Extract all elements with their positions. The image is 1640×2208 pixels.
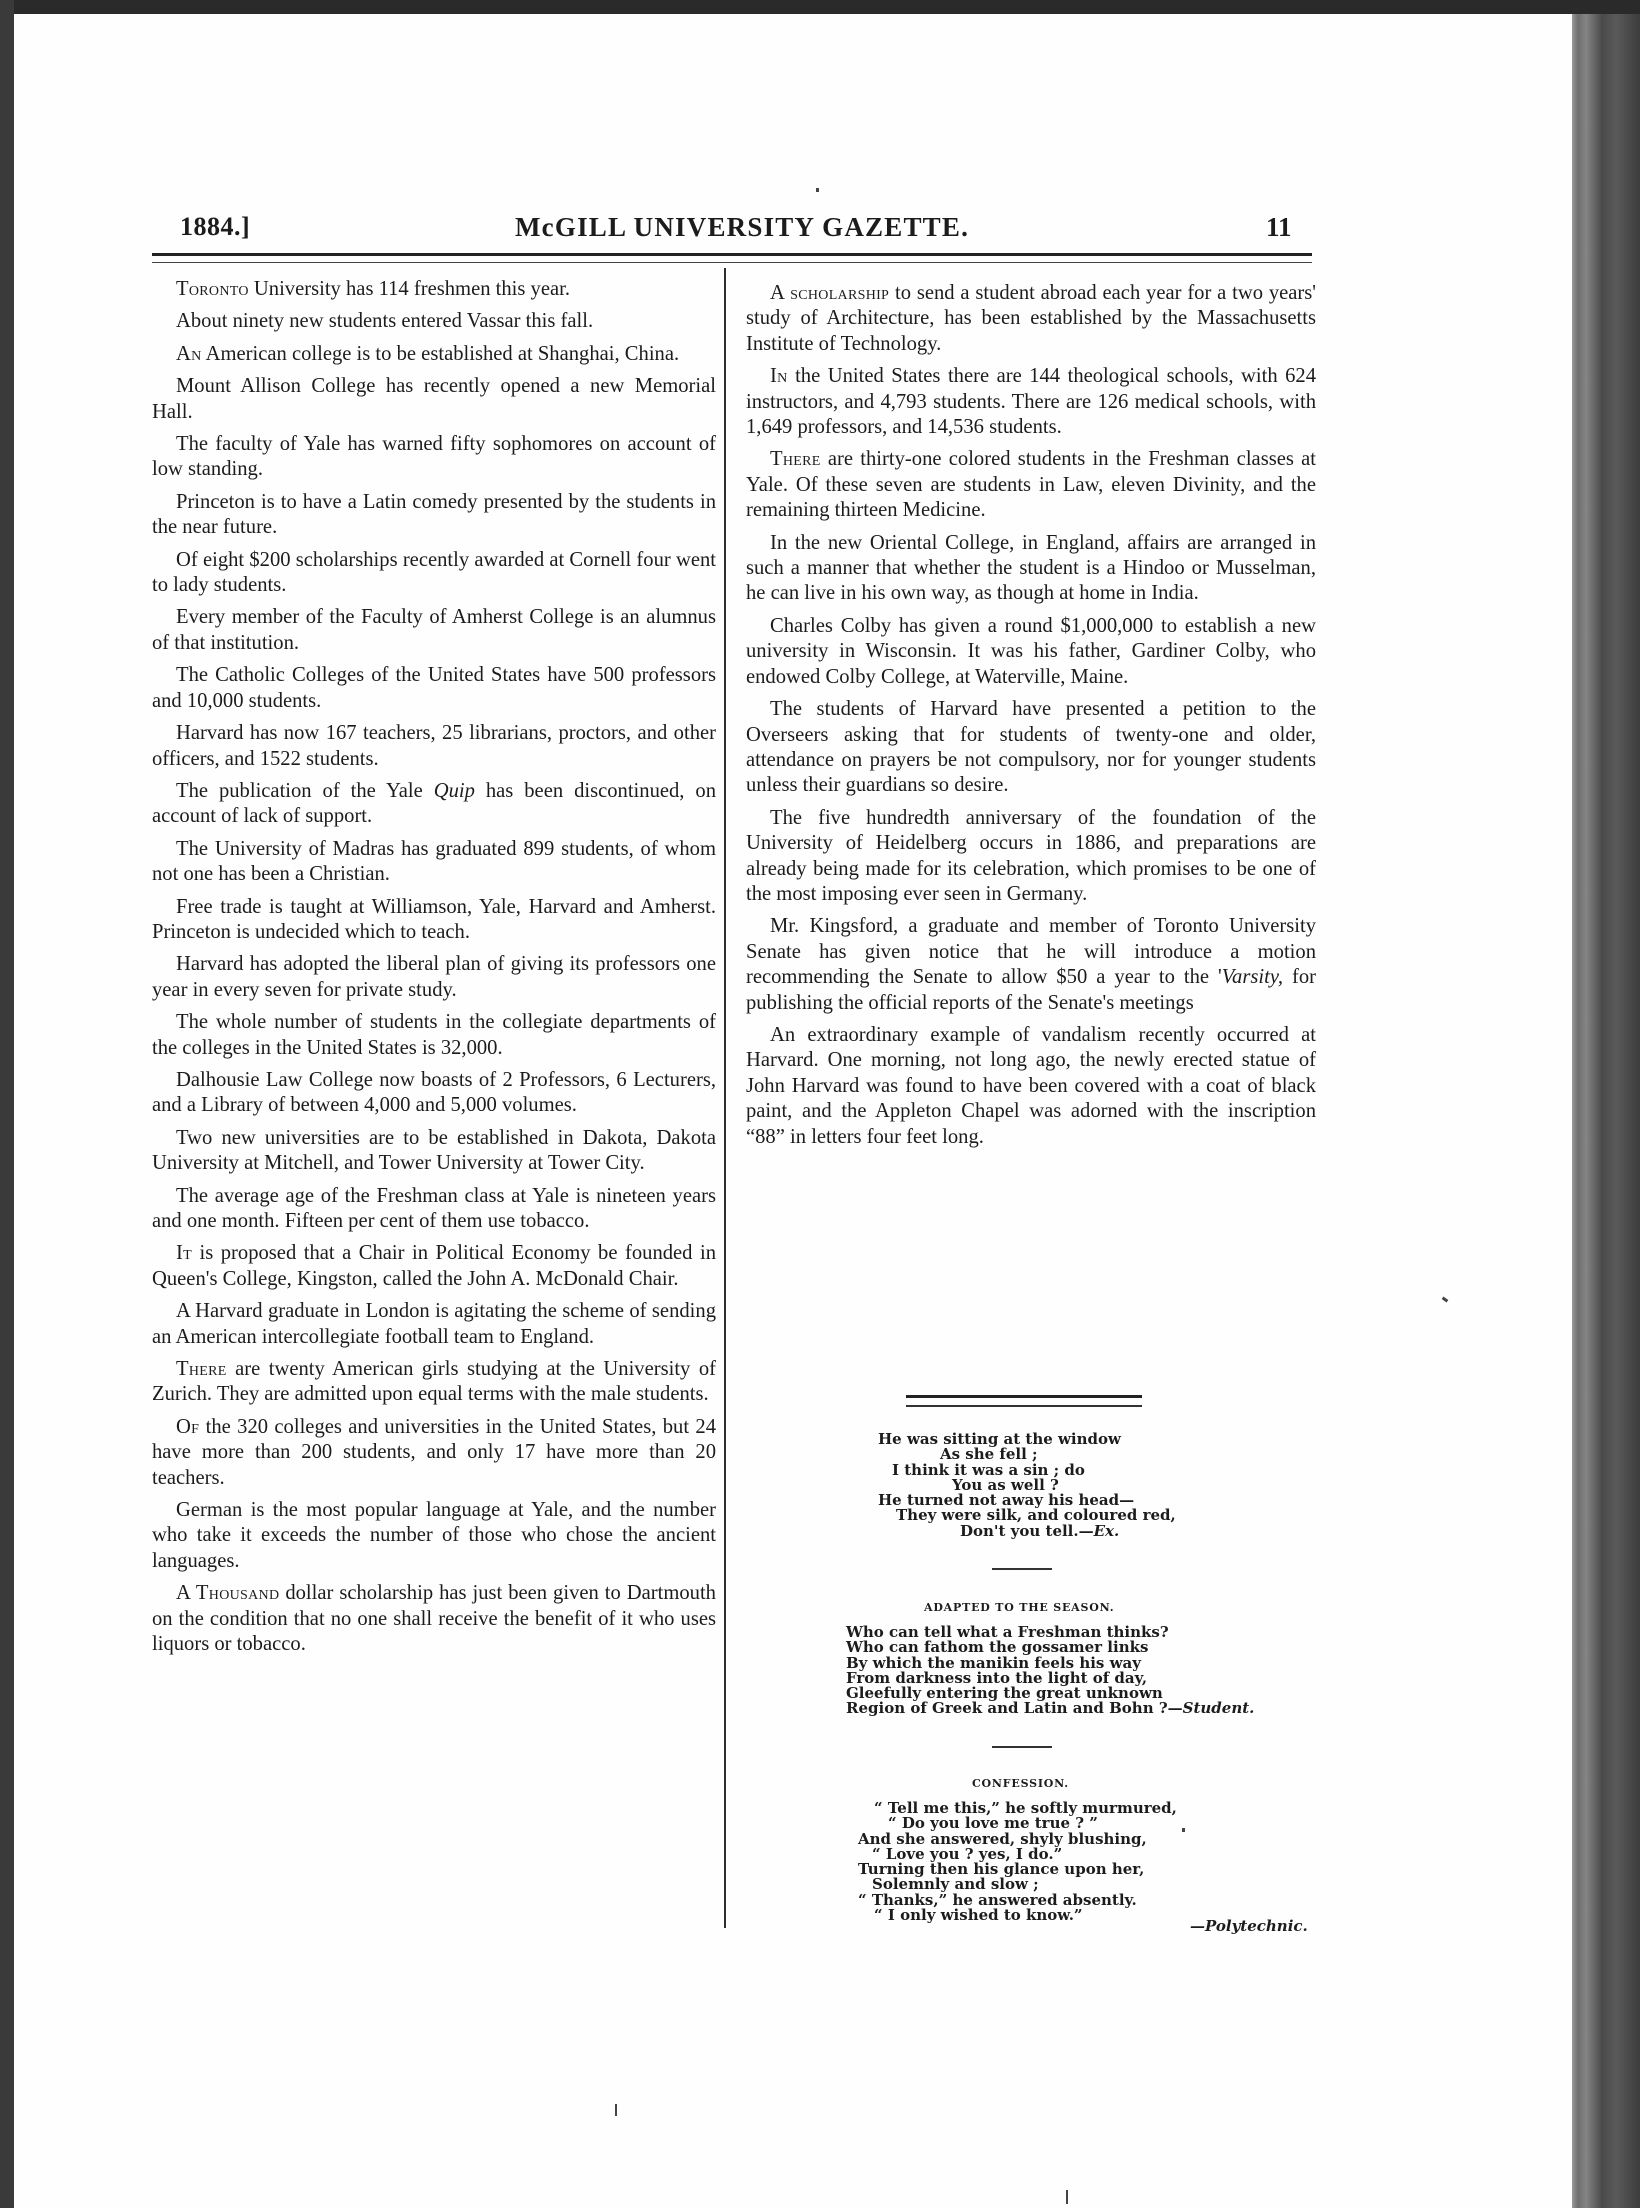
poem-line: “ Do you love me true ? ” bbox=[888, 1814, 1098, 1833]
news-text: University has 114 freshmen this year. bbox=[248, 278, 570, 300]
poem-credit-polytechnic: —Polytechnic. bbox=[1190, 1917, 1308, 1935]
news-item bbox=[152, 895, 716, 946]
poem-line: From darkness into the light of day, bbox=[846, 1668, 1148, 1687]
poem-line: “ Thanks,” he answered absently. bbox=[858, 1890, 1137, 1909]
news-text: is proposed that a Chair in Political Economy be founded in Queen's College, Kingston, called the John A. McDonald Chair. bbox=[152, 1242, 716, 1290]
lead-word: A scholarship bbox=[770, 282, 890, 304]
poem-adapted-to-season bbox=[846, 1625, 1254, 1717]
news-text: Free trade is taught at Williamson, Yale, Harvard and Amherst. Princeton is undecided which to teach. bbox=[152, 895, 716, 943]
poem-line: “ I only wished to know.” bbox=[874, 1906, 1083, 1925]
news-text: Dalhousie Law College now boasts of 2 Professors, 6 Lecturers, and a Library of between 4,000 and 5,000 volumes. bbox=[152, 1068, 716, 1117]
news-text: In the new Oriental College, in England, affairs are arranged in such a manner that whether the student is a Hindoo or Musselman, he can live in his own way, as though at home in India. bbox=[746, 531, 1316, 605]
header-year: 1884.] bbox=[180, 212, 251, 241]
news-text: The students of Harvard have presented a petition to the Overseers asking that for students of twenty-one and older, attendance on prayers be not compulsory, nor for younger students unless their guardians so desire. bbox=[746, 698, 1316, 797]
news-text: Mr. Kingsford, a graduate and member of Toronto University Senate has given notice that he will introduce a motion recommending the Senate to allow $50 a year to the ' bbox=[746, 915, 1316, 989]
poem-line: “ Love you ? yes, I do.” bbox=[872, 1844, 1063, 1863]
scan-left-border bbox=[0, 0, 14, 2208]
news-item bbox=[152, 779, 716, 830]
poem-separator-rule bbox=[992, 1568, 1052, 1570]
news-text: About ninety new students entered Vassar this fall. bbox=[176, 310, 594, 333]
news-text: are twenty American girls studying at the University of Zurich. They are admitted upon equal terms with the male students. bbox=[152, 1358, 716, 1406]
news-item bbox=[152, 1357, 716, 1408]
news-item bbox=[152, 605, 716, 656]
poem-line: Who can fathom the gossamer links bbox=[846, 1638, 1149, 1657]
news-text: Two new universities are to be established in Dakota, Dakota University at Mitchell, and Tower University at Tower City. bbox=[152, 1126, 716, 1175]
news-text: An extraordinary example of vandalism recently occurred at Harvard. One morning, not long ago, the newly erected statue of John Harvard was found to have been covered with a coat of black paint, and the Appleton Chapel was adorned with the inscription “88” in letters four feet long. bbox=[746, 1023, 1316, 1148]
news-text: The whole number of students in the collegiate departments of the colleges in the United States is 32,000. bbox=[152, 1011, 716, 1059]
lead-word: There bbox=[176, 1358, 227, 1381]
lead-word: There bbox=[770, 448, 821, 471]
news-text: Princeton is to have a Latin comedy presented by the students in the near future. bbox=[152, 490, 716, 539]
news-item bbox=[152, 1010, 716, 1061]
italic-title: Varsity, bbox=[1221, 966, 1283, 989]
lead-word: Toronto bbox=[176, 278, 249, 300]
right-column bbox=[746, 281, 1316, 1157]
page-number: 11 bbox=[1266, 212, 1292, 242]
poem-line: I think it was a sin ; do bbox=[892, 1460, 1085, 1479]
poem-confession bbox=[858, 1801, 1177, 1923]
lead-word: It bbox=[176, 1242, 193, 1265]
poem-line: By which the manikin feels his way bbox=[846, 1653, 1141, 1672]
poem-title-adapted: ADAPTED TO THE SEASON. bbox=[924, 1601, 1115, 1614]
news-item bbox=[746, 364, 1316, 440]
poem-line: He was sitting at the window bbox=[878, 1430, 1121, 1448]
news-item bbox=[152, 1498, 716, 1574]
news-text: are thirty-one colored students in the Freshman classes at Yale. Of these seven are students in Law, eleven Divinity, and the remaining thirteen Medicine. bbox=[746, 448, 1316, 522]
news-item bbox=[152, 548, 716, 599]
news-item bbox=[152, 1126, 716, 1177]
poem-separator-rule bbox=[992, 1746, 1052, 1748]
news-item bbox=[152, 342, 716, 367]
news-item bbox=[746, 281, 1316, 357]
poem-line: Turning then his glance upon her, bbox=[858, 1860, 1145, 1879]
poem-line: Solemnly and slow ; bbox=[872, 1875, 1039, 1894]
scan-speck bbox=[816, 188, 819, 192]
poem-line: They were silk, and coloured red, bbox=[896, 1506, 1176, 1525]
left-column bbox=[152, 277, 716, 1665]
news-text: A Harvard graduate in London is agitating the scheme of sending an American intercollegiate football team to England. bbox=[152, 1300, 716, 1348]
poem-sitting-at-window bbox=[878, 1432, 1176, 1539]
header-title: McGILL UNIVERSITY GAZETTE. bbox=[515, 212, 970, 242]
lead-word: A Thousand bbox=[176, 1582, 280, 1605]
news-item bbox=[152, 490, 716, 541]
scan-speck bbox=[1182, 1828, 1185, 1832]
news-item bbox=[152, 309, 716, 334]
page-header bbox=[180, 212, 1292, 252]
news-item bbox=[746, 614, 1316, 690]
news-item bbox=[152, 1299, 716, 1350]
news-text: to send a student abroad each year for a two years' study of Architecture, has been established by the Massachusetts Institute of Technology. bbox=[746, 282, 1316, 355]
news-item bbox=[152, 952, 716, 1003]
italic-title: Quip bbox=[433, 779, 475, 802]
column-divider bbox=[724, 268, 726, 1928]
news-item bbox=[746, 697, 1316, 799]
header-rule-thin bbox=[152, 262, 1312, 263]
news-text: The average age of the Freshman class at Yale is nineteen years and one month. Fifteen per cent of them use tobacco. bbox=[152, 1184, 716, 1232]
scan-speck bbox=[1066, 2190, 1068, 2204]
news-item bbox=[746, 1023, 1316, 1150]
news-text: The faculty of Yale has warned fifty sophomores on account of low standing. bbox=[152, 433, 716, 481]
news-text: German is the most popular language at Yale, and the number who take it exceeds the number of those who chose the ancient languages. bbox=[152, 1499, 716, 1572]
news-text: Mount Allison College has recently opened a new Memorial Hall. bbox=[152, 375, 716, 423]
news-text: The five hundredth anniversary of the foundation of the University of Heidelberg occurs in 1886, and preparations are already being made for its celebration, which promises to be one of the most imposing ever seen in Germany. bbox=[746, 806, 1316, 905]
news-item bbox=[746, 914, 1316, 1016]
lead-word: An bbox=[176, 342, 202, 365]
book-binding-edge bbox=[1572, 14, 1640, 2208]
news-text: Charles Colby has given a round $1,000,000 to establish a new university in Wisconsin. It was his father, Gardiner Colby, who endowed Colby College, at Waterville, Maine. bbox=[746, 614, 1316, 688]
poem-line: And she answered, shyly blushing, bbox=[858, 1829, 1147, 1848]
news-item bbox=[746, 447, 1316, 523]
poem-credit: Student. bbox=[1182, 1699, 1255, 1718]
news-item bbox=[152, 374, 716, 425]
poem-line: Gleefully entering the great unknown bbox=[846, 1684, 1163, 1703]
news-text: the 320 colleges and universities in the United States, but 24 have more than 200 students, and only 17 have more than 20 teachers. bbox=[152, 1415, 716, 1489]
news-item bbox=[152, 721, 716, 772]
section-ornament-rule bbox=[906, 1395, 1142, 1407]
news-item bbox=[152, 1581, 716, 1657]
news-item bbox=[746, 531, 1316, 607]
poem-line: Don't you tell.—Ex. bbox=[960, 1521, 1120, 1540]
news-item bbox=[746, 806, 1316, 908]
poem-title-confession: CONFESSION. bbox=[972, 1777, 1069, 1790]
poem-line: Region of Greek and Latin and Bohn ?—Student. bbox=[846, 1699, 1255, 1718]
lead-word: Of bbox=[176, 1415, 200, 1438]
news-text: the United States there are 144 theological schools, with 624 instructors, and 4,793 students. There are 126 medical schools, with 1,649 professors, and 14,536 students. bbox=[746, 365, 1316, 439]
news-item bbox=[152, 1184, 716, 1235]
news-text: American college is to be established at Shanghai, China. bbox=[201, 342, 680, 365]
poem-line: Who can tell what a Freshman thinks? bbox=[846, 1623, 1169, 1641]
news-text: dollar scholarship has just been given to Dartmouth on the condition that no one shall receive the benefit of it who uses liquors or tobacco. bbox=[152, 1582, 716, 1656]
news-item bbox=[152, 663, 716, 714]
news-text: for publishing the official reports of the Senate's meetings bbox=[746, 966, 1316, 1014]
scan-speck bbox=[615, 2104, 617, 2116]
news-text: Harvard has now 167 teachers, 25 librarians, proctors, and other officers, and 1522 students. bbox=[152, 722, 716, 770]
news-text: The University of Madras has graduated 899 students, of whom not one has been a Christian. bbox=[152, 837, 716, 886]
news-item bbox=[152, 1415, 716, 1491]
news-item bbox=[152, 1068, 716, 1119]
news-text: Harvard has adopted the liberal plan of giving its professors one year in every seven for private study. bbox=[152, 953, 716, 1001]
poem-line: You as well ? bbox=[952, 1475, 1059, 1494]
news-item bbox=[152, 837, 716, 888]
news-text: The Catholic Colleges of the United States have 500 professors and 10,000 students. bbox=[152, 664, 716, 712]
scan-top-border bbox=[0, 0, 1640, 14]
lead-word: In bbox=[770, 365, 788, 388]
news-text: Of eight $200 scholarships recently awarded at Cornell four went to lady students. bbox=[152, 548, 716, 597]
news-item bbox=[152, 432, 716, 483]
poem-line: As she fell ; bbox=[940, 1445, 1038, 1464]
news-item bbox=[152, 277, 716, 302]
news-text: has been discontinued, on account of lack of support. bbox=[152, 779, 716, 828]
header-rule-thick bbox=[152, 253, 1312, 256]
news-text: The publication of the Yale bbox=[176, 779, 434, 802]
poem-credit: Ex. bbox=[1093, 1521, 1120, 1540]
news-item bbox=[152, 1241, 716, 1292]
news-text: Every member of the Faculty of Amherst College is an alumnus of that institution. bbox=[152, 606, 716, 654]
poem-line: He turned not away his head— bbox=[878, 1491, 1135, 1510]
poem-line: “ Tell me this,” he softly murmured, bbox=[874, 1799, 1177, 1817]
